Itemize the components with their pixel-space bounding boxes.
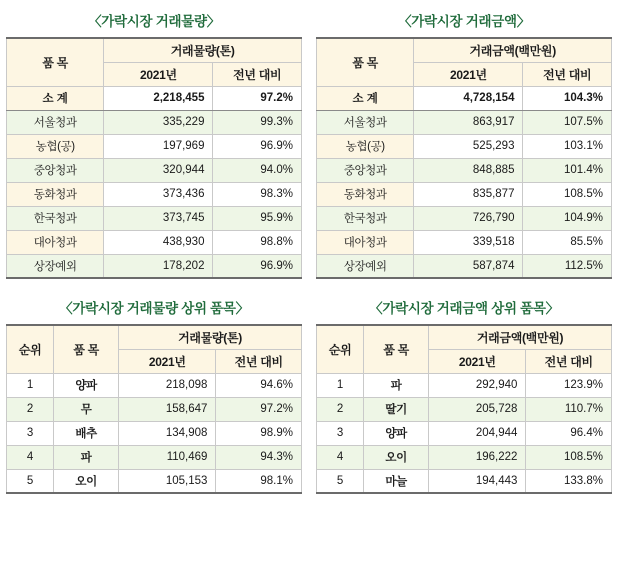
row-value: 105,153 xyxy=(119,469,216,493)
panel-amount-top xyxy=(316,291,612,494)
table-row xyxy=(7,206,302,230)
row-value: 110,469 xyxy=(119,445,216,469)
header-group: 거래물량(톤) xyxy=(104,38,302,62)
header-rank: 순위 xyxy=(317,325,364,373)
summary-yoy: 97.2% xyxy=(213,86,302,110)
table-amount-top xyxy=(316,324,612,494)
summary-label: 소 계 xyxy=(7,86,104,110)
row-value: 218,098 xyxy=(119,373,216,397)
row-item: 파 xyxy=(54,445,119,469)
row-label: 한국청과 xyxy=(317,206,414,230)
row-rank: 3 xyxy=(317,421,364,445)
table-row xyxy=(7,373,302,397)
row-yoy: 95.9% xyxy=(213,206,302,230)
row-yoy: 97.2% xyxy=(216,397,302,421)
row-yoy: 85.5% xyxy=(523,230,612,254)
table-row xyxy=(7,254,302,278)
row-rank: 2 xyxy=(7,397,54,421)
table-row xyxy=(7,158,302,182)
header-year: 2021년 xyxy=(429,349,526,373)
summary-value: 2,218,455 xyxy=(104,86,213,110)
table-row xyxy=(317,158,612,182)
table-row xyxy=(7,421,302,445)
header-group: 거래금액(백만원) xyxy=(429,325,612,349)
row-label: 동화청과 xyxy=(317,182,414,206)
row-yoy: 94.6% xyxy=(216,373,302,397)
row-yoy: 99.3% xyxy=(213,110,302,134)
row-label: 동화청과 xyxy=(7,182,104,206)
table-row xyxy=(317,421,612,445)
row-value: 194,443 xyxy=(429,469,526,493)
row-yoy: 98.8% xyxy=(213,230,302,254)
row-item: 마늘 xyxy=(364,469,429,493)
row-label: 중앙청과 xyxy=(7,158,104,182)
header-yoy: 전년 대비 xyxy=(526,349,612,373)
row-yoy: 103.1% xyxy=(523,134,612,158)
row-label: 상장예외 xyxy=(7,254,104,278)
row-value: 158,647 xyxy=(119,397,216,421)
row-value: 196,222 xyxy=(429,445,526,469)
row-value: 587,874 xyxy=(414,254,523,278)
row-yoy: 123.9% xyxy=(526,373,612,397)
table-row xyxy=(317,254,612,278)
row-yoy: 107.5% xyxy=(523,110,612,134)
header-item: 품 목 xyxy=(7,38,104,86)
row-yoy: 98.1% xyxy=(216,469,302,493)
row-yoy: 96.9% xyxy=(213,254,302,278)
table-amount xyxy=(316,37,612,279)
row-value: 335,229 xyxy=(104,110,213,134)
header-year: 2021년 xyxy=(414,62,523,86)
table-row xyxy=(7,134,302,158)
table-row xyxy=(317,182,612,206)
row-value: 848,885 xyxy=(414,158,523,182)
row-label: 농협(공) xyxy=(7,134,104,158)
row-item: 파 xyxy=(364,373,429,397)
table-row-summary xyxy=(7,86,302,110)
table-row xyxy=(7,230,302,254)
row-yoy: 96.9% xyxy=(213,134,302,158)
row-rank: 1 xyxy=(7,373,54,397)
row-label: 대아청과 xyxy=(7,230,104,254)
row-item: 오이 xyxy=(54,469,119,493)
table-row xyxy=(317,445,612,469)
row-value: 525,293 xyxy=(414,134,523,158)
row-item: 오이 xyxy=(364,445,429,469)
row-label: 서울청과 xyxy=(7,110,104,134)
row-yoy: 108.5% xyxy=(523,182,612,206)
table-row xyxy=(7,397,302,421)
panel-amount-title: 〈가락시장 거래금액〉 xyxy=(398,14,530,29)
row-item: 양파 xyxy=(54,373,119,397)
row-yoy: 98.9% xyxy=(216,421,302,445)
row-label: 한국청과 xyxy=(7,206,104,230)
panel-volume-top-title: 〈가락시장 거래물량 상위 품목〉 xyxy=(59,301,249,316)
row-yoy: 96.4% xyxy=(526,421,612,445)
row-label: 상장예외 xyxy=(317,254,414,278)
row-rank: 1 xyxy=(317,373,364,397)
row-yoy: 104.9% xyxy=(523,206,612,230)
header-yoy: 전년 대비 xyxy=(216,349,302,373)
header-item: 품 목 xyxy=(54,325,119,373)
row-yoy: 112.5% xyxy=(523,254,612,278)
table-row xyxy=(317,325,612,349)
row-value: 134,908 xyxy=(119,421,216,445)
row-value: 863,917 xyxy=(414,110,523,134)
panel-amount xyxy=(316,4,612,279)
row-value: 438,930 xyxy=(104,230,213,254)
row-value: 373,436 xyxy=(104,182,213,206)
row-rank: 3 xyxy=(7,421,54,445)
header-year: 2021년 xyxy=(119,349,216,373)
row-rank: 5 xyxy=(317,469,364,493)
row-value: 320,944 xyxy=(104,158,213,182)
summary-value: 4,728,154 xyxy=(414,86,523,110)
table-row xyxy=(7,445,302,469)
row-rank: 5 xyxy=(7,469,54,493)
summary-label: 소 계 xyxy=(317,86,414,110)
panel-amount-top-title: 〈가락시장 거래금액 상위 품목〉 xyxy=(369,301,559,316)
row-yoy: 133.8% xyxy=(526,469,612,493)
top-section xyxy=(6,4,616,279)
header-rank: 순위 xyxy=(7,325,54,373)
row-label: 서울청과 xyxy=(317,110,414,134)
header-item: 품 목 xyxy=(364,325,429,373)
table-row xyxy=(317,373,612,397)
table-row xyxy=(317,38,612,62)
table-row xyxy=(7,38,302,62)
panel-volume xyxy=(6,4,302,279)
row-label: 대아청과 xyxy=(317,230,414,254)
table-row-summary xyxy=(317,86,612,110)
row-rank: 4 xyxy=(317,445,364,469)
table-row xyxy=(317,110,612,134)
summary-yoy: 104.3% xyxy=(523,86,612,110)
row-value: 197,969 xyxy=(104,134,213,158)
row-value: 339,518 xyxy=(414,230,523,254)
row-value: 292,940 xyxy=(429,373,526,397)
header-year: 2021년 xyxy=(104,62,213,86)
table-volume-top xyxy=(6,324,302,494)
table-row xyxy=(7,182,302,206)
row-yoy: 101.4% xyxy=(523,158,612,182)
row-yoy: 94.3% xyxy=(216,445,302,469)
table-row xyxy=(7,325,302,349)
row-rank: 2 xyxy=(317,397,364,421)
row-value: 835,877 xyxy=(414,182,523,206)
row-rank: 4 xyxy=(7,445,54,469)
table-row xyxy=(7,110,302,134)
row-item: 딸기 xyxy=(364,397,429,421)
row-value: 373,745 xyxy=(104,206,213,230)
row-yoy: 98.3% xyxy=(213,182,302,206)
table-volume xyxy=(6,37,302,279)
table-row xyxy=(317,397,612,421)
row-yoy: 108.5% xyxy=(526,445,612,469)
header-group: 거래금액(백만원) xyxy=(414,38,612,62)
table-row xyxy=(7,469,302,493)
header-group: 거래물량(톤) xyxy=(119,325,302,349)
row-yoy: 94.0% xyxy=(213,158,302,182)
row-yoy: 110.7% xyxy=(526,397,612,421)
row-value: 178,202 xyxy=(104,254,213,278)
row-item: 양파 xyxy=(364,421,429,445)
panel-volume-top xyxy=(6,291,302,494)
header-item: 품 목 xyxy=(317,38,414,86)
table-row xyxy=(317,134,612,158)
row-value: 204,944 xyxy=(429,421,526,445)
row-value: 205,728 xyxy=(429,397,526,421)
table-row xyxy=(317,206,612,230)
row-item: 배추 xyxy=(54,421,119,445)
row-label: 농협(공) xyxy=(317,134,414,158)
row-item: 무 xyxy=(54,397,119,421)
table-row xyxy=(317,230,612,254)
header-yoy: 전년 대비 xyxy=(523,62,612,86)
panel-volume-title: 〈가락시장 거래물량〉 xyxy=(88,14,220,29)
header-yoy: 전년 대비 xyxy=(213,62,302,86)
row-value: 726,790 xyxy=(414,206,523,230)
bottom-section xyxy=(6,291,616,494)
row-label: 중앙청과 xyxy=(317,158,414,182)
table-row xyxy=(317,469,612,493)
